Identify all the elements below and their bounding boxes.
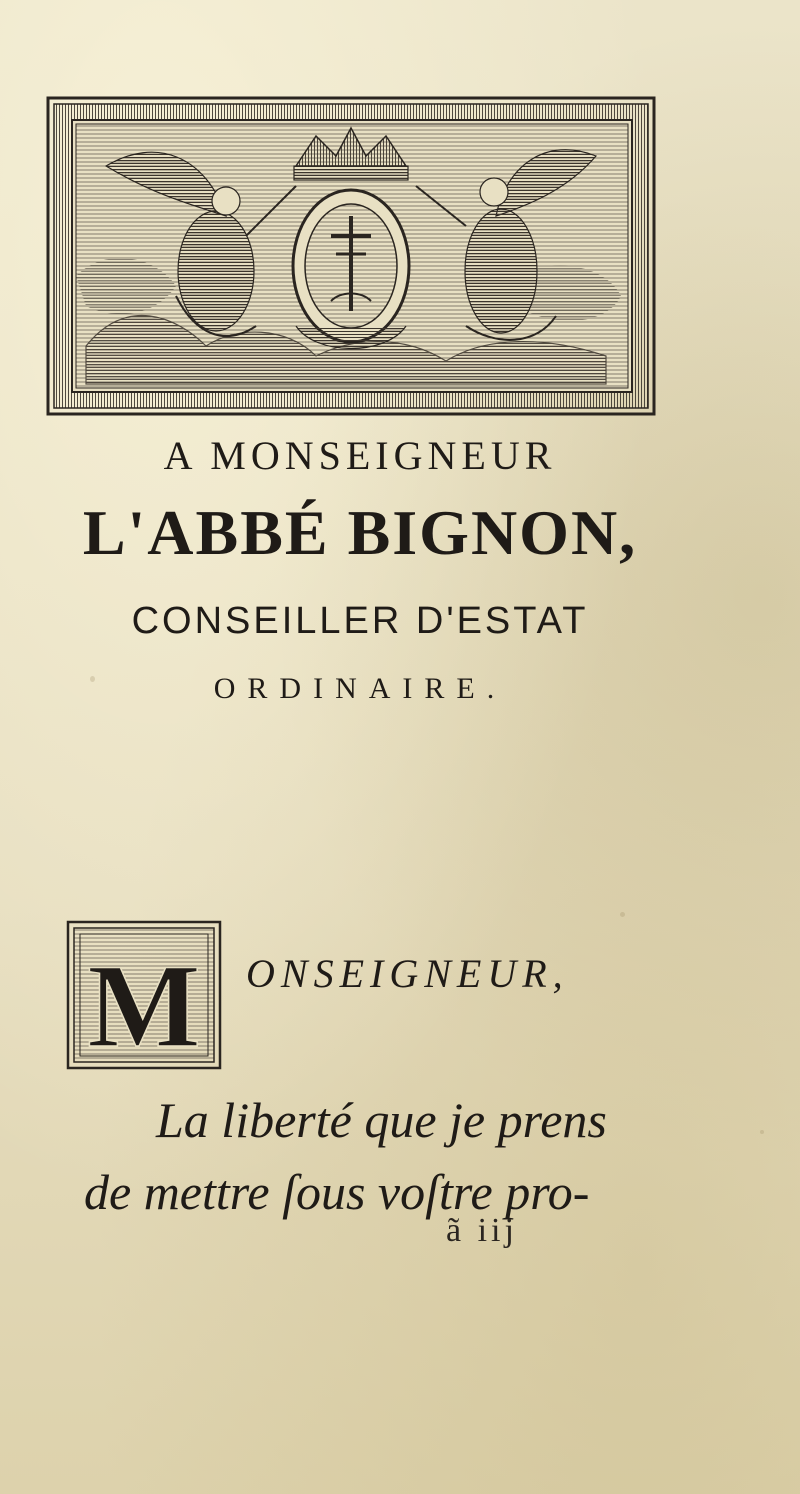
paper-foxing-spot (760, 1130, 764, 1134)
dedicatee-title: CONSEILLER D'ESTAT (131, 600, 589, 642)
salutation: ONSEIGNEUR, (246, 951, 569, 996)
engraved-headpiece (46, 96, 656, 416)
headpiece-illustration-icon (46, 96, 656, 416)
body-line: La liberté que je prens (156, 1092, 607, 1148)
drop-cap-letter: M (87, 939, 201, 1072)
paper-foxing-spot (620, 912, 625, 917)
dedicatee-name: L'ABBÉ BIGNON, (82, 497, 638, 568)
signature-mark: ã iij (446, 1212, 518, 1249)
dedicatee-title-continued: ORDINAIRE. (213, 672, 507, 705)
dedication-body (84, 1084, 644, 1228)
paper-foxing-spot (90, 676, 95, 682)
body-line: de mettre ſous voſtre pro- (84, 1164, 590, 1220)
ornamental-drop-cap-icon (66, 920, 226, 1072)
dedication-line: A MONSEIGNEUR (163, 433, 557, 478)
